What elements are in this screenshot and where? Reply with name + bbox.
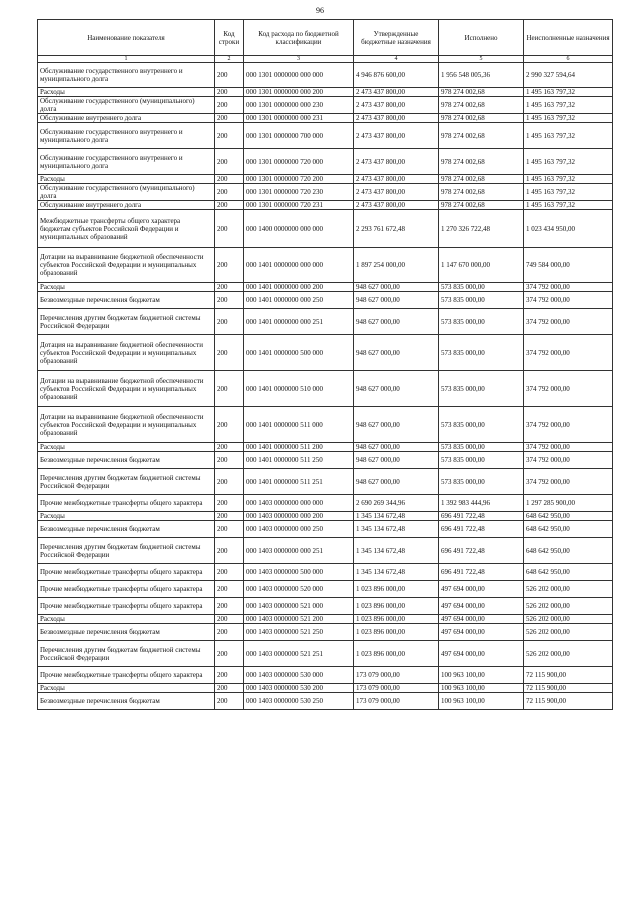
header-executed: Исполнено xyxy=(439,20,524,56)
row-approved: 1 345 134 672,48 xyxy=(354,512,439,521)
table-row xyxy=(38,581,613,598)
row-classification: 000 1401 0000000 500 000 xyxy=(244,335,354,371)
header-unexecuted: Неисполненные назначения xyxy=(524,20,613,56)
row-unexecuted: 2 990 327 594,64 xyxy=(524,63,613,88)
table-row xyxy=(38,175,613,184)
row-name: Обслуживание внутреннего долга xyxy=(38,114,215,123)
row-classification: 000 1403 0000000 000 251 xyxy=(244,538,354,564)
table-row xyxy=(38,615,613,624)
table-row xyxy=(38,521,613,538)
row-unexecuted: 1 495 163 797,32 xyxy=(524,149,613,175)
table-row xyxy=(38,452,613,469)
column-number: 5 xyxy=(439,56,524,63)
row-code: 200 xyxy=(215,624,244,641)
row-executed: 573 835 000,00 xyxy=(439,469,524,495)
row-approved: 2 473 437 800,00 xyxy=(354,97,439,114)
row-code: 200 xyxy=(215,564,244,581)
row-classification: 000 1401 0000000 000 250 xyxy=(244,292,354,309)
row-code: 200 xyxy=(215,443,244,452)
table-row xyxy=(38,371,613,407)
row-name: Расходы xyxy=(38,283,215,292)
row-unexecuted: 648 642 950,00 xyxy=(524,521,613,538)
row-executed: 978 274 002,68 xyxy=(439,175,524,184)
row-executed: 978 274 002,68 xyxy=(439,114,524,123)
row-name: Дотации на выравнивание бюджетной обеспеченности субъектов Российской Федерации и муниципальных образований xyxy=(38,371,215,407)
row-code: 200 xyxy=(215,641,244,667)
row-code: 200 xyxy=(215,452,244,469)
row-classification: 000 1403 0000000 000 200 xyxy=(244,512,354,521)
row-unexecuted: 1 495 163 797,32 xyxy=(524,114,613,123)
row-approved: 2 473 437 800,00 xyxy=(354,123,439,149)
row-executed: 573 835 000,00 xyxy=(439,452,524,469)
row-executed: 573 835 000,00 xyxy=(439,407,524,443)
row-classification: 000 1400 0000000 000 000 xyxy=(244,210,354,248)
row-classification: 000 1401 0000000 000 200 xyxy=(244,283,354,292)
row-unexecuted: 648 642 950,00 xyxy=(524,538,613,564)
row-executed: 1 147 670 000,00 xyxy=(439,248,524,283)
row-unexecuted: 1 023 434 950,00 xyxy=(524,210,613,248)
header-code: Код строки xyxy=(215,20,244,56)
row-name: Дотация на выравнивание бюджетной обеспеченности субъектов Российской Федерации и муниципальных образований xyxy=(38,335,215,371)
column-number: 1 xyxy=(38,56,215,63)
table-row xyxy=(38,210,613,248)
page-number: 96 xyxy=(316,6,324,15)
row-code: 200 xyxy=(215,469,244,495)
row-unexecuted: 1 495 163 797,32 xyxy=(524,123,613,149)
row-classification: 000 1401 0000000 511 250 xyxy=(244,452,354,469)
row-name: Перечисления другим бюджетам бюджетной системы Российской Федерации xyxy=(38,309,215,335)
table-row xyxy=(38,684,613,693)
row-approved: 1 897 254 000,00 xyxy=(354,248,439,283)
row-name: Безвозмездные перечисления бюджетам xyxy=(38,452,215,469)
row-approved: 2 473 437 800,00 xyxy=(354,114,439,123)
row-approved: 2 473 437 800,00 xyxy=(354,201,439,210)
row-code: 200 xyxy=(215,598,244,615)
row-code: 200 xyxy=(215,123,244,149)
row-code: 200 xyxy=(215,88,244,97)
row-classification: 000 1403 0000000 521 000 xyxy=(244,598,354,615)
row-approved: 948 627 000,00 xyxy=(354,443,439,452)
row-unexecuted: 72 115 900,00 xyxy=(524,684,613,693)
row-classification: 000 1401 0000000 511 200 xyxy=(244,443,354,452)
row-unexecuted: 72 115 900,00 xyxy=(524,693,613,710)
row-name: Прочие межбюджетные трансферты общего характера xyxy=(38,495,215,512)
row-code: 200 xyxy=(215,538,244,564)
row-executed: 978 274 002,68 xyxy=(439,88,524,97)
row-approved: 1 023 896 000,00 xyxy=(354,615,439,624)
row-code: 200 xyxy=(215,495,244,512)
row-executed: 573 835 000,00 xyxy=(439,309,524,335)
row-executed: 497 694 000,00 xyxy=(439,615,524,624)
row-classification: 000 1401 0000000 000 251 xyxy=(244,309,354,335)
table-row xyxy=(38,335,613,371)
row-executed: 100 963 100,00 xyxy=(439,693,524,710)
row-approved: 1 023 896 000,00 xyxy=(354,598,439,615)
table-row xyxy=(38,469,613,495)
row-code: 200 xyxy=(215,335,244,371)
row-name: Расходы xyxy=(38,443,215,452)
row-code: 200 xyxy=(215,210,244,248)
table-row xyxy=(38,201,613,210)
row-unexecuted: 374 792 000,00 xyxy=(524,292,613,309)
row-executed: 100 963 100,00 xyxy=(439,684,524,693)
row-code: 200 xyxy=(215,684,244,693)
row-name: Расходы xyxy=(38,175,215,184)
row-executed: 497 694 000,00 xyxy=(439,624,524,641)
row-unexecuted: 526 202 000,00 xyxy=(524,641,613,667)
row-name: Обслуживание государственного (муниципального) долга xyxy=(38,184,215,201)
row-executed: 1 956 548 005,36 xyxy=(439,63,524,88)
table-row xyxy=(38,97,613,114)
row-unexecuted: 526 202 000,00 xyxy=(524,624,613,641)
row-code: 200 xyxy=(215,615,244,624)
row-name: Безвозмездные перечисления бюджетам xyxy=(38,624,215,641)
row-code: 200 xyxy=(215,667,244,684)
header-name: Наименование показателя xyxy=(38,20,215,56)
row-classification: 000 1403 0000000 530 000 xyxy=(244,667,354,684)
column-number-row xyxy=(38,56,613,63)
row-code: 200 xyxy=(215,248,244,283)
header-row xyxy=(38,20,613,56)
row-classification: 000 1403 0000000 530 200 xyxy=(244,684,354,693)
row-name: Прочие межбюджетные трансферты общего характера xyxy=(38,667,215,684)
row-approved: 948 627 000,00 xyxy=(354,371,439,407)
header-approved: Утвержденные бюджетные назначения xyxy=(354,20,439,56)
table-row xyxy=(38,248,613,283)
row-code: 200 xyxy=(215,521,244,538)
row-approved: 2 473 437 800,00 xyxy=(354,184,439,201)
row-code: 200 xyxy=(215,97,244,114)
header-classification: Код расхода по бюджетной классификации xyxy=(244,20,354,56)
row-approved: 1 345 134 672,48 xyxy=(354,521,439,538)
row-code: 200 xyxy=(215,292,244,309)
row-approved: 948 627 000,00 xyxy=(354,407,439,443)
row-unexecuted: 1 495 163 797,32 xyxy=(524,184,613,201)
row-name: Расходы xyxy=(38,684,215,693)
row-unexecuted: 374 792 000,00 xyxy=(524,283,613,292)
row-classification: 000 1301 0000000 720 000 xyxy=(244,149,354,175)
row-classification: 000 1403 0000000 521 200 xyxy=(244,615,354,624)
row-name: Обслуживание государственного внутреннего и муниципального долга xyxy=(38,123,215,149)
row-name: Прочие межбюджетные трансферты общего характера xyxy=(38,564,215,581)
row-classification: 000 1403 0000000 000 250 xyxy=(244,521,354,538)
row-unexecuted: 1 297 285 900,00 xyxy=(524,495,613,512)
row-classification: 000 1301 0000000 720 231 xyxy=(244,201,354,210)
table-row xyxy=(38,114,613,123)
row-code: 200 xyxy=(215,63,244,88)
budget-table xyxy=(37,19,613,710)
row-name: Прочие межбюджетные трансферты общего характера xyxy=(38,581,215,598)
row-name: Безвозмездные перечисления бюджетам xyxy=(38,693,215,710)
table-row xyxy=(38,283,613,292)
row-executed: 573 835 000,00 xyxy=(439,443,524,452)
table-row xyxy=(38,309,613,335)
row-classification: 000 1401 0000000 510 000 xyxy=(244,371,354,407)
row-executed: 978 274 002,68 xyxy=(439,201,524,210)
row-executed: 1 392 983 444,96 xyxy=(439,495,524,512)
table-row xyxy=(38,512,613,521)
row-classification: 000 1401 0000000 511 000 xyxy=(244,407,354,443)
column-number: 6 xyxy=(524,56,613,63)
row-classification: 000 1403 0000000 521 251 xyxy=(244,641,354,667)
column-number: 3 xyxy=(244,56,354,63)
row-unexecuted: 1 495 163 797,32 xyxy=(524,88,613,97)
row-name: Перечисления другим бюджетам бюджетной системы Российской Федерации xyxy=(38,469,215,495)
table-row xyxy=(38,184,613,201)
row-name: Межбюджетные трансферты общего характера бюджетам субъектов Российской Федерации и муниципальных образований xyxy=(38,210,215,248)
row-name: Безвозмездные перечисления бюджетам xyxy=(38,521,215,538)
row-executed: 497 694 000,00 xyxy=(439,581,524,598)
row-approved: 1 023 896 000,00 xyxy=(354,581,439,598)
row-code: 200 xyxy=(215,175,244,184)
row-classification: 000 1403 0000000 530 250 xyxy=(244,693,354,710)
row-approved: 1 023 896 000,00 xyxy=(354,641,439,667)
table-body xyxy=(38,63,613,710)
table-row xyxy=(38,88,613,97)
table-row xyxy=(38,63,613,88)
row-approved: 1 023 896 000,00 xyxy=(354,624,439,641)
row-approved: 2 293 761 672,48 xyxy=(354,210,439,248)
table-row xyxy=(38,123,613,149)
row-executed: 978 274 002,68 xyxy=(439,149,524,175)
table-row xyxy=(38,693,613,710)
row-approved: 2 690 269 344,96 xyxy=(354,495,439,512)
row-unexecuted: 374 792 000,00 xyxy=(524,407,613,443)
row-code: 200 xyxy=(215,581,244,598)
row-classification: 000 1403 0000000 500 000 xyxy=(244,564,354,581)
row-unexecuted: 72 115 900,00 xyxy=(524,667,613,684)
row-approved: 1 345 134 672,48 xyxy=(354,564,439,581)
row-code: 200 xyxy=(215,693,244,710)
row-executed: 573 835 000,00 xyxy=(439,292,524,309)
table-row xyxy=(38,443,613,452)
row-unexecuted: 648 642 950,00 xyxy=(524,512,613,521)
row-name: Перечисления другим бюджетам бюджетной системы Российской Федерации xyxy=(38,538,215,564)
row-unexecuted: 526 202 000,00 xyxy=(524,615,613,624)
row-code: 200 xyxy=(215,114,244,123)
row-approved: 2 473 437 800,00 xyxy=(354,175,439,184)
row-classification: 000 1301 0000000 000 000 xyxy=(244,63,354,88)
row-unexecuted: 648 642 950,00 xyxy=(524,564,613,581)
row-unexecuted: 374 792 000,00 xyxy=(524,371,613,407)
row-classification: 000 1403 0000000 000 000 xyxy=(244,495,354,512)
row-approved: 173 079 000,00 xyxy=(354,667,439,684)
row-name: Безвозмездные перечисления бюджетам xyxy=(38,292,215,309)
row-classification: 000 1401 0000000 000 000 xyxy=(244,248,354,283)
row-name: Обслуживание государственного (муниципального) долга xyxy=(38,97,215,114)
row-executed: 100 963 100,00 xyxy=(439,667,524,684)
row-name: Обслуживание государственного внутреннего и муниципального долга xyxy=(38,149,215,175)
row-classification: 000 1301 0000000 720 200 xyxy=(244,175,354,184)
row-approved: 948 627 000,00 xyxy=(354,283,439,292)
row-executed: 573 835 000,00 xyxy=(439,371,524,407)
row-name: Расходы xyxy=(38,88,215,97)
row-classification: 000 1301 0000000 000 230 xyxy=(244,97,354,114)
row-executed: 1 270 326 722,48 xyxy=(439,210,524,248)
row-unexecuted: 526 202 000,00 xyxy=(524,598,613,615)
row-code: 200 xyxy=(215,201,244,210)
row-unexecuted: 374 792 000,00 xyxy=(524,443,613,452)
row-code: 200 xyxy=(215,371,244,407)
table-row xyxy=(38,407,613,443)
row-approved: 948 627 000,00 xyxy=(354,452,439,469)
row-code: 200 xyxy=(215,309,244,335)
row-name: Расходы xyxy=(38,615,215,624)
row-name: Расходы xyxy=(38,512,215,521)
row-executed: 696 491 722,48 xyxy=(439,538,524,564)
row-unexecuted: 374 792 000,00 xyxy=(524,335,613,371)
row-name: Обслуживание государственного внутреннего и муниципального долга xyxy=(38,63,215,88)
row-executed: 978 274 002,68 xyxy=(439,123,524,149)
row-classification: 000 1301 0000000 000 200 xyxy=(244,88,354,97)
row-unexecuted: 526 202 000,00 xyxy=(524,581,613,598)
row-approved: 948 627 000,00 xyxy=(354,335,439,371)
table-row xyxy=(38,667,613,684)
row-approved: 1 345 134 672,48 xyxy=(354,538,439,564)
row-name: Перечисления другим бюджетам бюджетной системы Российской Федерации xyxy=(38,641,215,667)
row-unexecuted: 1 495 163 797,32 xyxy=(524,201,613,210)
row-approved: 948 627 000,00 xyxy=(354,309,439,335)
row-unexecuted: 374 792 000,00 xyxy=(524,309,613,335)
row-executed: 497 694 000,00 xyxy=(439,598,524,615)
row-classification: 000 1301 0000000 700 000 xyxy=(244,123,354,149)
row-executed: 696 491 722,48 xyxy=(439,564,524,581)
table-row xyxy=(38,495,613,512)
row-executed: 497 694 000,00 xyxy=(439,641,524,667)
table-row xyxy=(38,564,613,581)
row-approved: 173 079 000,00 xyxy=(354,684,439,693)
row-classification: 000 1301 0000000 000 231 xyxy=(244,114,354,123)
table-row xyxy=(38,149,613,175)
row-executed: 978 274 002,68 xyxy=(439,97,524,114)
row-name: Дотации на выравнивание бюджетной обеспеченности субъектов Российской Федерации и муниципальных образований xyxy=(38,407,215,443)
column-number: 4 xyxy=(354,56,439,63)
row-classification: 000 1401 0000000 511 251 xyxy=(244,469,354,495)
row-approved: 2 473 437 800,00 xyxy=(354,149,439,175)
table-row xyxy=(38,538,613,564)
row-name: Прочие межбюджетные трансферты общего характера xyxy=(38,598,215,615)
row-unexecuted: 1 495 163 797,32 xyxy=(524,175,613,184)
row-unexecuted: 374 792 000,00 xyxy=(524,452,613,469)
row-approved: 948 627 000,00 xyxy=(354,469,439,495)
column-number: 2 xyxy=(215,56,244,63)
row-approved: 2 473 437 800,00 xyxy=(354,88,439,97)
table-row xyxy=(38,624,613,641)
row-approved: 4 946 876 600,00 xyxy=(354,63,439,88)
table-row xyxy=(38,641,613,667)
row-approved: 173 079 000,00 xyxy=(354,693,439,710)
row-approved: 948 627 000,00 xyxy=(354,292,439,309)
row-code: 200 xyxy=(215,149,244,175)
row-name: Обслуживание внутреннего долга xyxy=(38,201,215,210)
table-row xyxy=(38,292,613,309)
row-code: 200 xyxy=(215,407,244,443)
row-unexecuted: 1 495 163 797,32 xyxy=(524,97,613,114)
row-code: 200 xyxy=(215,512,244,521)
row-classification: 000 1403 0000000 520 000 xyxy=(244,581,354,598)
row-executed: 978 274 002,68 xyxy=(439,184,524,201)
row-classification: 000 1301 0000000 720 230 xyxy=(244,184,354,201)
table-row xyxy=(38,598,613,615)
row-code: 200 xyxy=(215,283,244,292)
row-executed: 696 491 722,48 xyxy=(439,521,524,538)
row-unexecuted: 749 584 000,00 xyxy=(524,248,613,283)
row-executed: 573 835 000,00 xyxy=(439,283,524,292)
row-code: 200 xyxy=(215,184,244,201)
row-executed: 573 835 000,00 xyxy=(439,335,524,371)
row-executed: 696 491 722,48 xyxy=(439,512,524,521)
row-classification: 000 1403 0000000 521 250 xyxy=(244,624,354,641)
row-unexecuted: 374 792 000,00 xyxy=(524,469,613,495)
row-name: Дотации на выравнивание бюджетной обеспеченности субъектов Российской Федерации и муниципальных образований xyxy=(38,248,215,283)
